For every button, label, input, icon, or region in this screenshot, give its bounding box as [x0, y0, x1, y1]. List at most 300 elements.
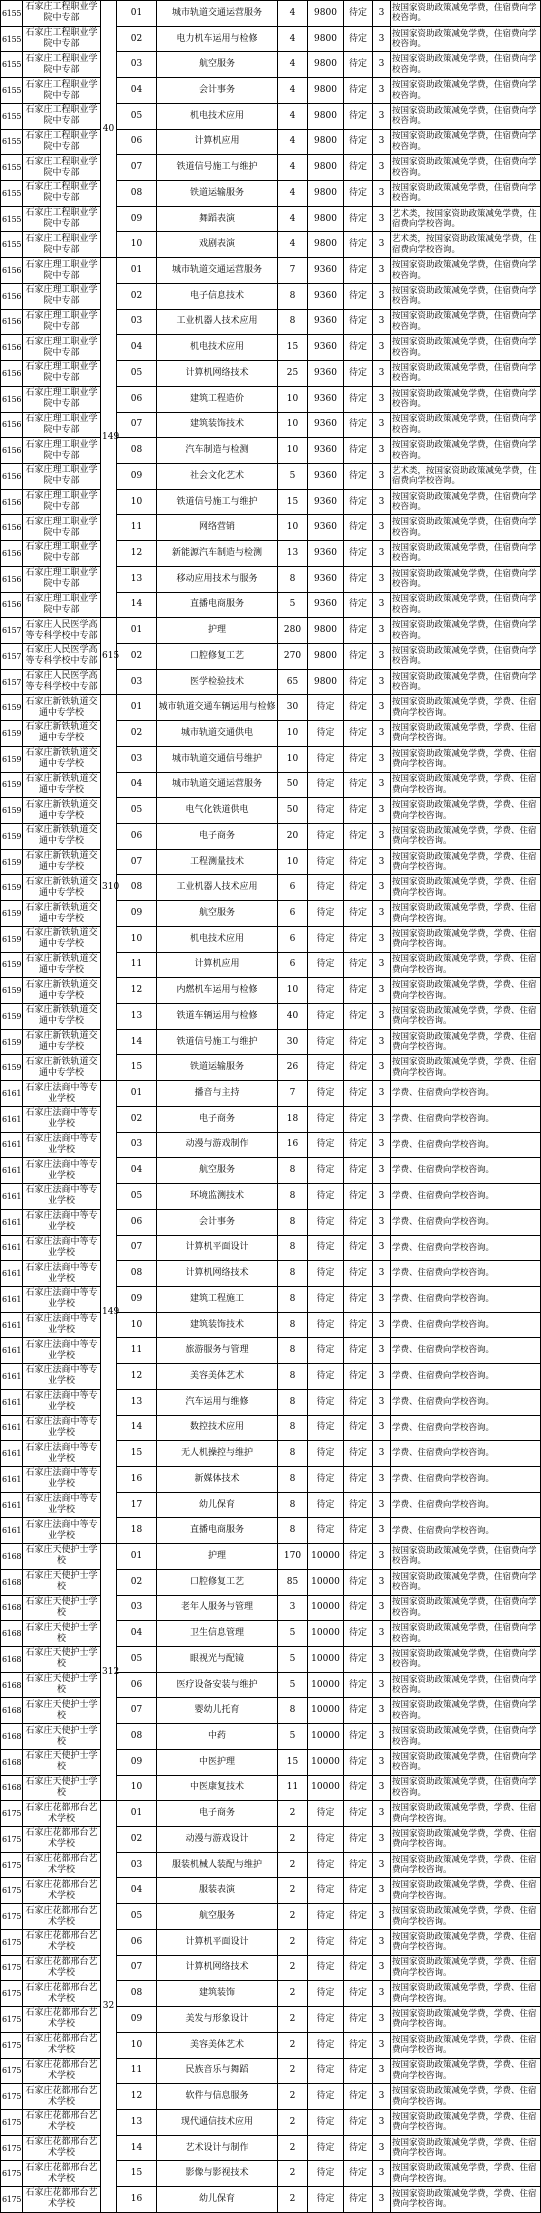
plan-count-cell: 8	[278, 1209, 308, 1235]
accommodation-cell: 待定	[344, 1004, 373, 1030]
plan-count-cell: 8	[278, 1261, 308, 1287]
major-code-cell: 04	[117, 1621, 157, 1647]
school-name-cell: 石家庄新铁轨道交通中专学校	[23, 952, 101, 978]
accommodation-cell: 待定	[344, 1312, 373, 1338]
tuition-cell: 9360	[308, 412, 344, 438]
major-code-cell: 02	[117, 1827, 157, 1853]
plan-count-cell: 20	[278, 824, 308, 850]
accommodation-cell: 待定	[344, 103, 373, 129]
school-code-cell: 6175	[1, 1827, 23, 1853]
school-name-cell: 石家庄新铁轨道交通中专学校	[23, 926, 101, 952]
tuition-cell: 待定	[308, 1981, 344, 2007]
tuition-cell: 9800	[308, 643, 344, 669]
accommodation-cell: 待定	[344, 412, 373, 438]
major-code-cell: 18	[117, 1518, 157, 1544]
accommodation-cell: 待定	[344, 515, 373, 541]
school-code-cell: 6161	[1, 1081, 23, 1107]
major-code-cell: 06	[117, 824, 157, 850]
school-name-cell: 石家庄法商中等专业学校	[23, 1312, 101, 1338]
tuition-cell: 待定	[308, 1492, 344, 1518]
accommodation-cell: 待定	[344, 1878, 373, 1904]
remark-cell: 按国家资助政策减免学费，住宿费向学校咨询。	[391, 309, 541, 335]
remark-cell: 按国家资助政策减免学费，住宿费向学校咨询。	[391, 592, 541, 618]
duration-cell: 3	[373, 2135, 391, 2161]
major-name-cell: 社会文化艺术	[157, 463, 278, 489]
school-code-cell: 6161	[1, 1184, 23, 1210]
remark-cell: 学费、住宿费向学校咨询。	[391, 1184, 541, 1210]
school-name-cell: 石家庄花都邢台艺术学校	[23, 1929, 101, 1955]
accommodation-cell: 待定	[344, 1106, 373, 1132]
tuition-cell: 待定	[308, 1441, 344, 1467]
plan-count-cell: 8	[278, 1492, 308, 1518]
remark-cell: 按国家资助政策减免学费，学费、住宿费向学校咨询。	[391, 746, 541, 772]
remark-cell: 按国家资助政策减免学费，住宿费向学校咨询。	[391, 155, 541, 181]
school-code-cell: 6159	[1, 926, 23, 952]
major-name-cell: 软件与信息服务	[157, 2084, 278, 2110]
tuition-cell: 待定	[308, 1955, 344, 1981]
school-code-cell: 6161	[1, 1235, 23, 1261]
major-name-cell: 电子信息技术	[157, 283, 278, 309]
remark-cell: 按国家资助政策减免学费，学费、住宿费向学校咨询。	[391, 2058, 541, 2084]
school-code-cell: 6156	[1, 309, 23, 335]
table-row	[1, 1, 541, 27]
plan-count-cell: 5	[278, 1724, 308, 1750]
duration-cell: 3	[373, 1081, 391, 1107]
plan-count-cell: 7	[278, 1081, 308, 1107]
school-code-cell: 6161	[1, 1312, 23, 1338]
table-row	[1, 1235, 541, 1261]
plan-count-cell: 10	[278, 746, 308, 772]
major-name-cell: 电气化铁道供电	[157, 798, 278, 824]
remark-cell: 按国家资助政策减免学费，住宿费向学校咨询。	[391, 1775, 541, 1801]
plan-count-cell: 16	[278, 1132, 308, 1158]
school-code-cell: 6159	[1, 901, 23, 927]
school-code-cell: 6159	[1, 952, 23, 978]
school-name-cell: 石家庄天使护士学校	[23, 1672, 101, 1698]
remark-cell: 学费、住宿费向学校咨询。	[391, 1158, 541, 1184]
duration-cell: 3	[373, 78, 391, 104]
duration-cell: 3	[373, 1466, 391, 1492]
accommodation-cell: 待定	[344, 1389, 373, 1415]
school-name-cell: 石家庄花都邢台艺术学校	[23, 2161, 101, 2187]
duration-cell: 3	[373, 1338, 391, 1364]
school-code-cell: 6161	[1, 1132, 23, 1158]
major-code-cell: 05	[117, 798, 157, 824]
school-code-cell: 6159	[1, 875, 23, 901]
major-name-cell: 新媒体技术	[157, 1466, 278, 1492]
remark-cell: 按国家资助政策减免学费，住宿费向学校咨询。	[391, 1647, 541, 1673]
school-total-cell: 312	[101, 1544, 117, 1801]
major-name-cell: 幼儿保育	[157, 2187, 278, 2213]
major-name-cell: 建筑工程施工	[157, 1286, 278, 1312]
school-name-cell: 石家庄新铁轨道交通中专学校	[23, 1004, 101, 1030]
duration-cell: 3	[373, 1955, 391, 1981]
duration-cell: 3	[373, 515, 391, 541]
major-code-cell: 05	[117, 1904, 157, 1930]
tuition-cell: 9360	[308, 438, 344, 464]
major-name-cell: 铁道信号施工与维护	[157, 1029, 278, 1055]
tuition-cell: 待定	[308, 2135, 344, 2161]
tuition-cell: 10000	[308, 1544, 344, 1570]
table-row	[1, 721, 541, 747]
accommodation-cell: 待定	[344, 155, 373, 181]
major-code-cell: 10	[117, 232, 157, 258]
duration-cell: 3	[373, 721, 391, 747]
table-row	[1, 643, 541, 669]
plan-count-cell: 26	[278, 1055, 308, 1081]
plan-count-cell: 25	[278, 361, 308, 387]
plan-count-cell: 7	[278, 258, 308, 284]
accommodation-cell: 待定	[344, 52, 373, 78]
tuition-cell: 待定	[308, 2187, 344, 2213]
major-name-cell: 计算机应用	[157, 129, 278, 155]
major-code-cell: 13	[117, 1004, 157, 1030]
plan-count-cell: 8	[278, 1286, 308, 1312]
plan-count-cell: 30	[278, 695, 308, 721]
school-code-cell: 6168	[1, 1698, 23, 1724]
school-name-cell: 石家庄花都邢台艺术学校	[23, 1981, 101, 2007]
major-name-cell: 铁道信号施工与维护	[157, 489, 278, 515]
remark-cell: 学费、住宿费向学校咨询。	[391, 1106, 541, 1132]
plan-count-cell: 2	[278, 1904, 308, 1930]
major-name-cell: 城市轨道交通供电	[157, 721, 278, 747]
school-name-cell: 石家庄花都邢台艺术学校	[23, 2032, 101, 2058]
major-code-cell: 08	[117, 1981, 157, 2007]
remark-cell: 按国家资助政策减免学费，学费、住宿费向学校咨询。	[391, 1929, 541, 1955]
duration-cell: 3	[373, 1184, 391, 1210]
school-code-cell: 6168	[1, 1724, 23, 1750]
remark-cell: 学费、住宿费向学校咨询。	[391, 1286, 541, 1312]
remark-cell: 按国家资助政策减免学费，学费、住宿费向学校咨询。	[391, 2032, 541, 2058]
major-name-cell: 直播电商服务	[157, 1518, 278, 1544]
accommodation-cell: 待定	[344, 1364, 373, 1390]
school-name-cell: 石家庄花都邢台艺术学校	[23, 1852, 101, 1878]
major-name-cell: 电子商务	[157, 824, 278, 850]
remark-cell: 按国家资助政策减免学费，住宿费向学校咨询。	[391, 26, 541, 52]
remark-cell: 按国家资助政策减免学费，住宿费向学校咨询。	[391, 1621, 541, 1647]
table-row	[1, 1827, 541, 1853]
remark-cell: 按国家资助政策减免学费，住宿费向学校咨询。	[391, 1698, 541, 1724]
major-name-cell: 汽车运用与维修	[157, 1389, 278, 1415]
duration-cell: 3	[373, 386, 391, 412]
school-name-cell: 石家庄理工职业学院中专部	[23, 386, 101, 412]
tuition-cell: 待定	[308, 1235, 344, 1261]
accommodation-cell: 待定	[344, 2032, 373, 2058]
major-name-cell: 环境监测技术	[157, 1184, 278, 1210]
major-code-cell: 03	[117, 1132, 157, 1158]
school-code-cell: 6159	[1, 824, 23, 850]
accommodation-cell: 待定	[344, 952, 373, 978]
major-name-cell: 直播电商服务	[157, 592, 278, 618]
duration-cell: 3	[373, 1209, 391, 1235]
school-code-cell: 6159	[1, 798, 23, 824]
school-code-cell: 6175	[1, 1852, 23, 1878]
school-total-cell: 32	[101, 1801, 117, 2213]
plan-count-cell: 11	[278, 1775, 308, 1801]
school-code-cell: 6175	[1, 1955, 23, 1981]
school-name-cell: 石家庄新铁轨道交通中专学校	[23, 721, 101, 747]
tuition-cell: 待定	[308, 1801, 344, 1827]
table-row	[1, 232, 541, 258]
accommodation-cell: 待定	[344, 1621, 373, 1647]
major-code-cell: 07	[117, 155, 157, 181]
accommodation-cell: 待定	[344, 618, 373, 644]
school-name-cell: 石家庄新铁轨道交通中专学校	[23, 1029, 101, 1055]
school-name-cell: 石家庄花都邢台艺术学校	[23, 2084, 101, 2110]
major-code-cell: 02	[117, 26, 157, 52]
tuition-cell: 9360	[308, 283, 344, 309]
major-name-cell: 老年人服务与管理	[157, 1595, 278, 1621]
remark-cell: 学费、住宿费向学校咨询。	[391, 1261, 541, 1287]
table-row	[1, 1209, 541, 1235]
major-name-cell: 口腔修复工艺	[157, 1569, 278, 1595]
duration-cell: 3	[373, 1132, 391, 1158]
school-name-cell: 石家庄理工职业学院中专部	[23, 412, 101, 438]
duration-cell: 3	[373, 669, 391, 695]
table-row	[1, 1775, 541, 1801]
remark-cell: 按国家资助政策减免学费，学费、住宿费向学校咨询。	[391, 926, 541, 952]
major-name-cell: 旅游服务与管理	[157, 1338, 278, 1364]
duration-cell: 3	[373, 1518, 391, 1544]
major-code-cell: 04	[117, 772, 157, 798]
school-code-cell: 6159	[1, 849, 23, 875]
duration-cell: 3	[373, 155, 391, 181]
major-name-cell: 计算机平面设计	[157, 1235, 278, 1261]
school-code-cell: 6156	[1, 541, 23, 567]
remark-cell: 按国家资助政策减免学费，住宿费向学校咨询。	[391, 1, 541, 27]
school-code-cell: 6156	[1, 515, 23, 541]
table-row	[1, 1929, 541, 1955]
school-code-cell: 6161	[1, 1364, 23, 1390]
school-code-cell: 6156	[1, 592, 23, 618]
duration-cell: 3	[373, 1544, 391, 1570]
major-name-cell: 城市轨道交通运营服务	[157, 258, 278, 284]
table-row	[1, 1364, 541, 1390]
duration-cell: 3	[373, 849, 391, 875]
table-row	[1, 386, 541, 412]
remark-cell: 学费、住宿费向学校咨询。	[391, 1518, 541, 1544]
school-name-cell: 石家庄工程职业学院中专部	[23, 181, 101, 207]
accommodation-cell: 待定	[344, 1955, 373, 1981]
school-total-cell: 40	[101, 1, 117, 258]
plan-count-cell: 5	[278, 592, 308, 618]
tuition-cell: 待定	[308, 952, 344, 978]
major-name-cell: 航空服务	[157, 1904, 278, 1930]
remark-cell: 学费、住宿费向学校咨询。	[391, 1209, 541, 1235]
plan-count-cell: 8	[278, 1312, 308, 1338]
major-name-cell: 工业机器人技术应用	[157, 875, 278, 901]
major-code-cell: 15	[117, 1055, 157, 1081]
major-name-cell: 服装表演	[157, 1878, 278, 1904]
school-code-cell: 6175	[1, 1929, 23, 1955]
tuition-cell: 待定	[308, 1518, 344, 1544]
table-row	[1, 463, 541, 489]
school-code-cell: 6161	[1, 1261, 23, 1287]
major-code-cell: 07	[117, 1955, 157, 1981]
remark-cell: 按国家资助政策减免学费，住宿费向学校咨询。	[391, 181, 541, 207]
table-row	[1, 746, 541, 772]
plan-count-cell: 4	[278, 232, 308, 258]
major-code-cell: 07	[117, 412, 157, 438]
remark-cell: 按国家资助政策减免学费，学费、住宿费向学校咨询。	[391, 2109, 541, 2135]
table-row	[1, 2135, 541, 2161]
school-name-cell: 石家庄法商中等专业学校	[23, 1389, 101, 1415]
tuition-cell: 待定	[308, 1878, 344, 1904]
plan-count-cell: 65	[278, 669, 308, 695]
table-row	[1, 669, 541, 695]
duration-cell: 3	[373, 1569, 391, 1595]
plan-count-cell: 85	[278, 1569, 308, 1595]
school-name-cell: 石家庄天使护士学校	[23, 1647, 101, 1673]
accommodation-cell: 待定	[344, 1441, 373, 1467]
duration-cell: 3	[373, 1749, 391, 1775]
school-name-cell: 石家庄法商中等专业学校	[23, 1441, 101, 1467]
school-code-cell: 6175	[1, 2058, 23, 2084]
plan-count-cell: 2	[278, 2084, 308, 2110]
major-code-cell: 09	[117, 206, 157, 232]
duration-cell: 3	[373, 926, 391, 952]
school-name-cell: 石家庄工程职业学院中专部	[23, 1, 101, 27]
major-code-cell: 04	[117, 335, 157, 361]
school-name-cell: 石家庄理工职业学院中专部	[23, 258, 101, 284]
major-name-cell: 播音与主持	[157, 1081, 278, 1107]
accommodation-cell: 待定	[344, 2007, 373, 2033]
school-total-cell: 615	[101, 618, 117, 695]
duration-cell: 3	[373, 361, 391, 387]
accommodation-cell: 待定	[344, 26, 373, 52]
plan-count-cell: 5	[278, 463, 308, 489]
school-name-cell: 石家庄花都邢台艺术学校	[23, 2007, 101, 2033]
table-row	[1, 283, 541, 309]
major-name-cell: 铁道运输服务	[157, 1055, 278, 1081]
major-name-cell: 铁道运输服务	[157, 181, 278, 207]
major-name-cell: 医学检验技术	[157, 669, 278, 695]
plan-count-cell: 2	[278, 1827, 308, 1853]
tuition-cell: 9360	[308, 515, 344, 541]
remark-cell: 按国家资助政策减免学费，学费、住宿费向学校咨询。	[391, 2084, 541, 2110]
school-name-cell: 石家庄理工职业学院中专部	[23, 541, 101, 567]
accommodation-cell: 待定	[344, 1184, 373, 1210]
major-code-cell: 01	[117, 1081, 157, 1107]
major-code-cell: 07	[117, 1698, 157, 1724]
duration-cell: 3	[373, 2007, 391, 2033]
school-code-cell: 6161	[1, 1286, 23, 1312]
accommodation-cell: 待定	[344, 2135, 373, 2161]
major-name-cell: 工业机器人技术应用	[157, 309, 278, 335]
duration-cell: 3	[373, 1004, 391, 1030]
school-name-cell: 石家庄人民医学高等专科学校中专部	[23, 643, 101, 669]
table-row	[1, 1621, 541, 1647]
major-name-cell: 移动应用技术与服务	[157, 566, 278, 592]
school-name-cell: 石家庄工程职业学院中专部	[23, 52, 101, 78]
table-row	[1, 1184, 541, 1210]
table-row	[1, 618, 541, 644]
tuition-cell: 待定	[308, 1827, 344, 1853]
table-row	[1, 1286, 541, 1312]
table-row	[1, 695, 541, 721]
tuition-cell: 9800	[308, 129, 344, 155]
major-name-cell: 艺术设计与制作	[157, 2135, 278, 2161]
accommodation-cell: 待定	[344, 283, 373, 309]
plan-count-cell: 6	[278, 926, 308, 952]
plan-count-cell: 18	[278, 1106, 308, 1132]
tuition-cell: 9800	[308, 26, 344, 52]
school-name-cell: 石家庄花都邢台艺术学校	[23, 2058, 101, 2084]
major-code-cell: 07	[117, 1235, 157, 1261]
plan-count-cell: 6	[278, 952, 308, 978]
table-row	[1, 52, 541, 78]
table-row	[1, 1261, 541, 1287]
school-code-cell: 6168	[1, 1672, 23, 1698]
remark-cell: 学费、住宿费向学校咨询。	[391, 1415, 541, 1441]
accommodation-cell: 待定	[344, 849, 373, 875]
plan-count-cell: 15	[278, 489, 308, 515]
major-code-cell: 10	[117, 1312, 157, 1338]
duration-cell: 3	[373, 1492, 391, 1518]
accommodation-cell: 待定	[344, 1775, 373, 1801]
table-row	[1, 772, 541, 798]
table-row	[1, 2109, 541, 2135]
school-name-cell: 石家庄花都邢台艺术学校	[23, 1801, 101, 1827]
table-row	[1, 875, 541, 901]
plan-count-cell: 2	[278, 1878, 308, 1904]
school-code-cell: 6168	[1, 1544, 23, 1570]
tuition-cell: 10000	[308, 1672, 344, 1698]
plan-count-cell: 2	[278, 1929, 308, 1955]
school-name-cell: 石家庄法商中等专业学校	[23, 1492, 101, 1518]
major-code-cell: 11	[117, 952, 157, 978]
major-code-cell: 14	[117, 1415, 157, 1441]
table-row	[1, 1081, 541, 1107]
table-row	[1, 824, 541, 850]
tuition-cell: 9360	[308, 335, 344, 361]
duration-cell: 3	[373, 181, 391, 207]
school-name-cell: 石家庄花都邢台艺术学校	[23, 1955, 101, 1981]
duration-cell: 3	[373, 1158, 391, 1184]
accommodation-cell: 待定	[344, 2084, 373, 2110]
school-code-cell: 6156	[1, 412, 23, 438]
remark-cell: 按国家资助政策减免学费，学费、住宿费向学校咨询。	[391, 978, 541, 1004]
plan-count-cell: 15	[278, 335, 308, 361]
tuition-cell: 待定	[308, 1106, 344, 1132]
duration-cell: 3	[373, 1647, 391, 1673]
school-code-cell: 6155	[1, 206, 23, 232]
accommodation-cell: 待定	[344, 1724, 373, 1750]
school-name-cell: 石家庄天使护士学校	[23, 1749, 101, 1775]
school-code-cell: 6156	[1, 258, 23, 284]
school-name-cell: 石家庄工程职业学院中专部	[23, 78, 101, 104]
tuition-cell: 待定	[308, 1286, 344, 1312]
major-name-cell: 眼视光与配镜	[157, 1647, 278, 1673]
plan-count-cell: 4	[278, 78, 308, 104]
accommodation-cell: 待定	[344, 1904, 373, 1930]
duration-cell: 3	[373, 206, 391, 232]
table-row	[1, 1338, 541, 1364]
school-code-cell: 6157	[1, 643, 23, 669]
school-code-cell: 6159	[1, 1029, 23, 1055]
accommodation-cell: 待定	[344, 2187, 373, 2213]
table-row	[1, 258, 541, 284]
major-name-cell: 机电技术应用	[157, 335, 278, 361]
table-row	[1, 952, 541, 978]
school-name-cell: 石家庄理工职业学院中专部	[23, 361, 101, 387]
plan-count-cell: 8	[278, 1158, 308, 1184]
table-row	[1, 438, 541, 464]
plan-count-cell: 5	[278, 1647, 308, 1673]
major-code-cell: 08	[117, 438, 157, 464]
table-row	[1, 541, 541, 567]
table-row	[1, 1878, 541, 1904]
